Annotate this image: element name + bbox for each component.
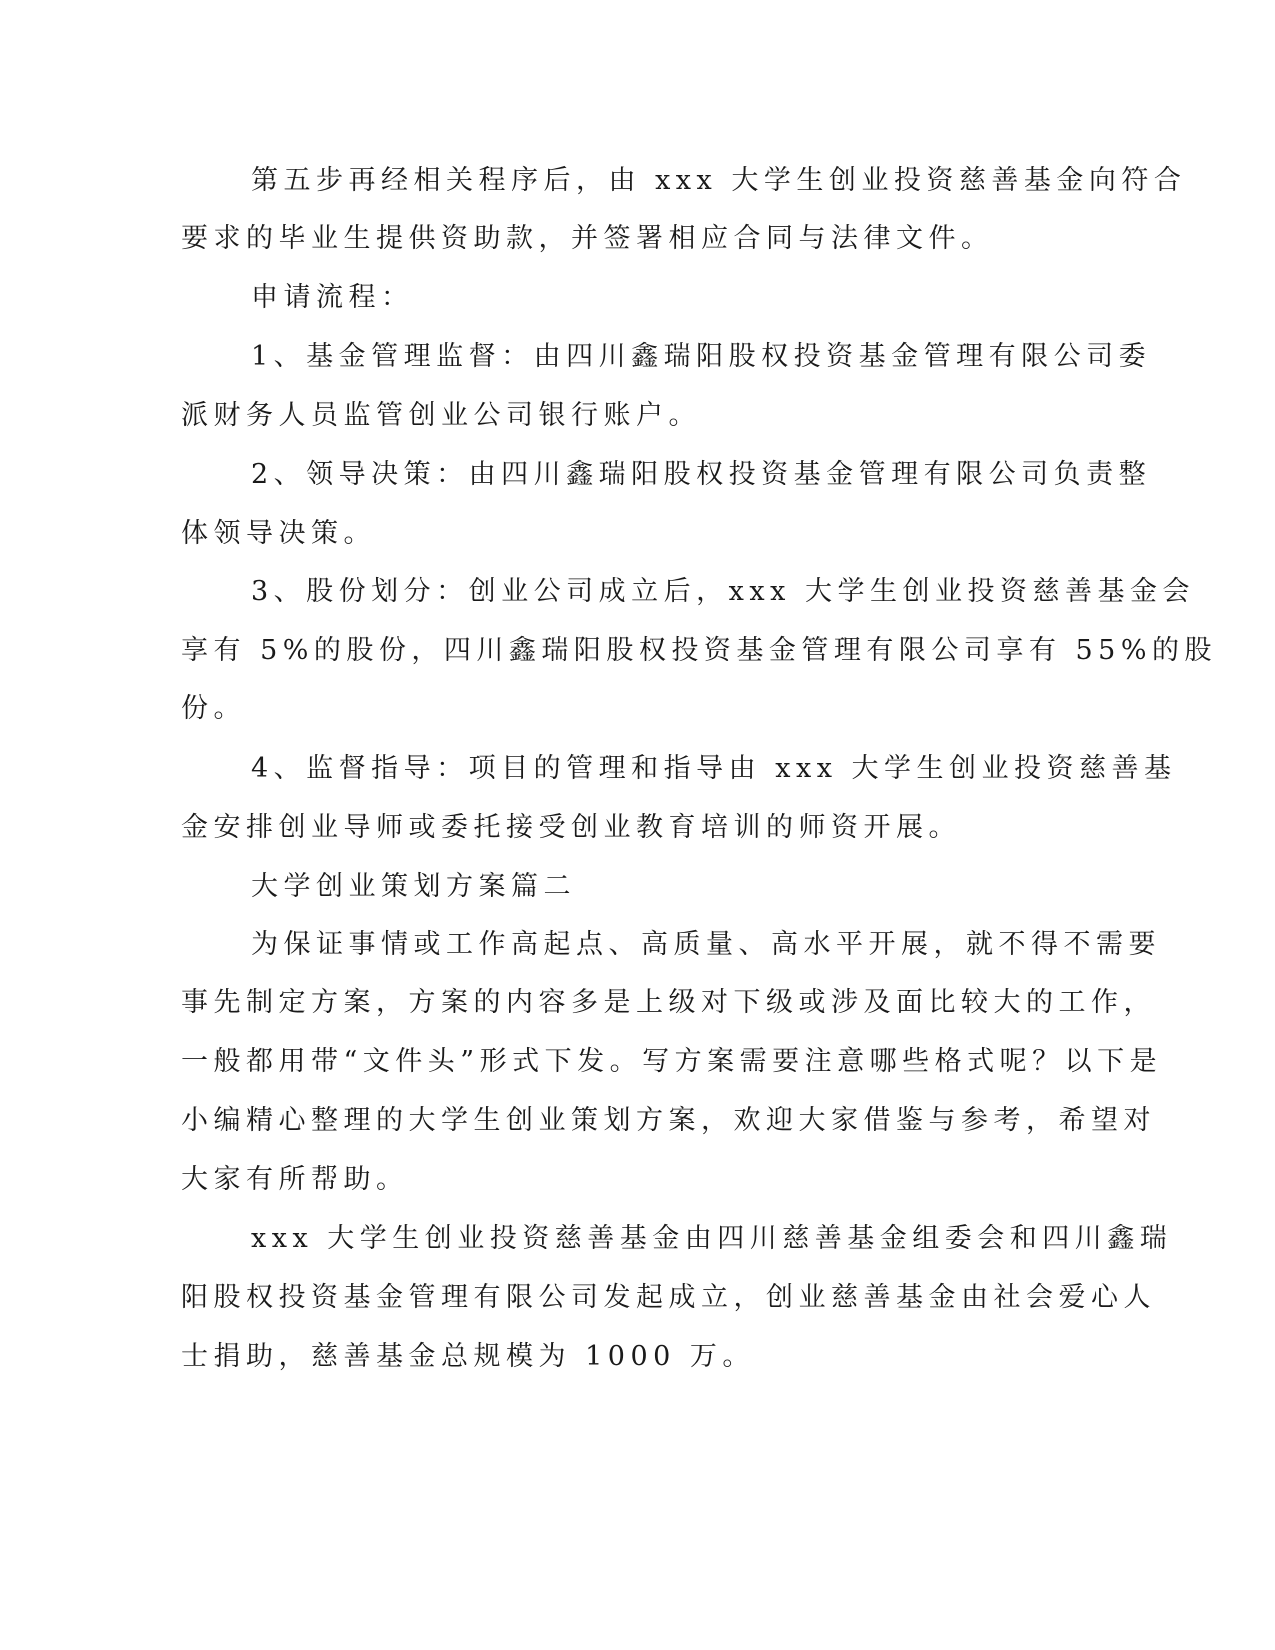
paragraph-line: 大家有所帮助。 bbox=[181, 1164, 409, 1195]
paragraph-line: 阳股权投资基金管理有限公司发起成立，创业慈善基金由社会爱心人 bbox=[181, 1282, 1156, 1313]
paragraph-line: xxx 大学生创业投资慈善基金由四川慈善基金组委会和四川鑫瑞 bbox=[251, 1223, 1173, 1254]
paragraph-line: 派财务人员监管创业公司银行账户。 bbox=[181, 400, 701, 431]
paragraph-line: 小编精心整理的大学生创业策划方案，欢迎大家借鉴与参考，希望对 bbox=[181, 1105, 1156, 1136]
paragraph-line: 4、监督指导：项目的管理和指导由 xxx 大学生创业投资慈善基 bbox=[251, 753, 1177, 784]
paragraph-line: 3、股份划分：创业公司成立后，xxx 大学生创业投资慈善基金会 bbox=[251, 576, 1195, 607]
section-heading: 大学创业策划方案篇二 bbox=[251, 871, 576, 902]
paragraph-line: 申请流程： bbox=[251, 282, 414, 313]
paragraph-line: 金安排创业导师或委托接受创业教育培训的师资开展。 bbox=[181, 812, 961, 843]
paragraph-line: 一般都用带“文件头”形式下发。写方案需要注意哪些格式呢？以下是 bbox=[181, 1046, 1163, 1077]
paragraph-line: 份。 bbox=[181, 693, 246, 724]
paragraph-line: 体领导决策。 bbox=[181, 518, 376, 549]
paragraph-line: 为保证事情或工作高起点、高质量、高水平开展，就不得不需要 bbox=[251, 929, 1161, 960]
paragraph-line: 享有 5%的股份，四川鑫瑞阳股权投资基金管理有限公司享有 55%的股 bbox=[181, 635, 1218, 666]
paragraph-line: 1、基金管理监督：由四川鑫瑞阳股权投资基金管理有限公司委 bbox=[251, 341, 1152, 372]
paragraph-line: 事先制定方案，方案的内容多是上级对下级或涉及面比较大的工作， bbox=[181, 987, 1156, 1018]
paragraph-line: 第五步再经相关程序后，由 xxx 大学生创业投资慈善基金向符合 bbox=[251, 165, 1187, 196]
paragraph-line: 士捐助，慈善基金总规模为 1000 万。 bbox=[181, 1341, 755, 1372]
paragraph-line: 2、领导决策：由四川鑫瑞阳股权投资基金管理有限公司负责整 bbox=[251, 459, 1152, 490]
paragraph-line: 要求的毕业生提供资助款，并签署相应合同与法律文件。 bbox=[181, 223, 994, 254]
